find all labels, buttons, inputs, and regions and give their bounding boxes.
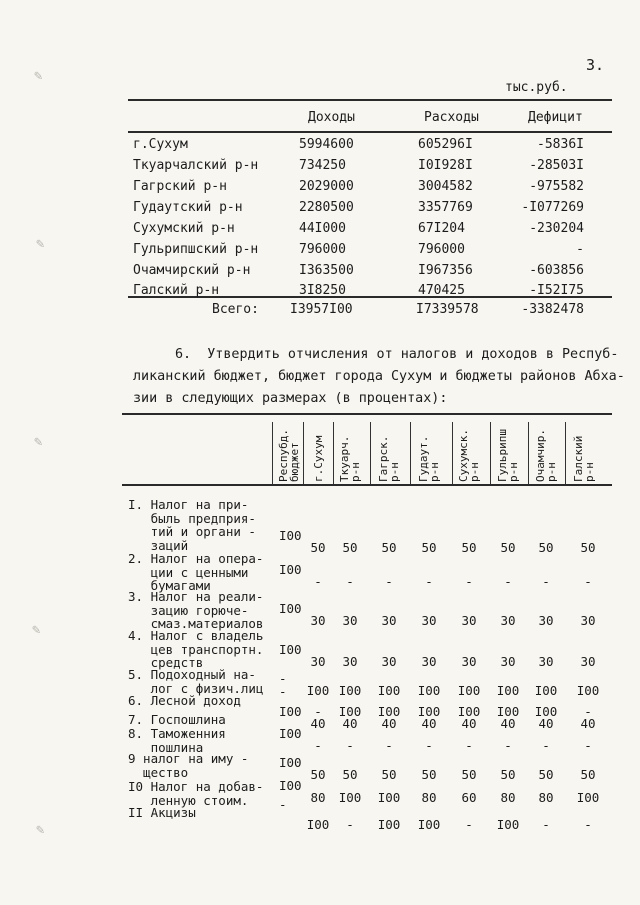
share-value: 30 xyxy=(500,654,516,669)
column-header: Очамчир. р-н xyxy=(534,429,558,482)
column-divider xyxy=(410,422,411,484)
income-value: 734250 xyxy=(299,158,346,173)
share-value: 50 xyxy=(580,767,596,782)
expense-value: I967356 xyxy=(418,263,473,278)
share-value: - xyxy=(504,738,512,753)
share-value: I00 xyxy=(457,704,481,719)
column-header: Гагрск. р-н xyxy=(377,435,401,482)
budget-row xyxy=(0,263,640,284)
tax-label: I. Налог на при- быль предприя- тий и органи - заций xyxy=(128,497,256,553)
units-label: тыс.руб. xyxy=(505,80,568,95)
share-value: - xyxy=(314,574,322,589)
share-value: I00 xyxy=(576,683,600,698)
income-value: 2029000 xyxy=(299,179,354,194)
share-value: I00 xyxy=(496,704,520,719)
column-header: Гульрипш р-н xyxy=(496,429,520,482)
share-value: 30 xyxy=(461,613,477,628)
income-value: 3I8250 xyxy=(299,283,346,298)
share-value: 30 xyxy=(342,654,358,669)
republic-share: - xyxy=(279,671,287,686)
share-value: I00 xyxy=(417,817,441,832)
district-name: Галский р-н xyxy=(133,283,220,298)
district-name: Очамчирский р-н xyxy=(133,263,251,278)
share-value: 30 xyxy=(381,613,397,628)
share-value: 40 xyxy=(421,716,437,731)
share-value: I00 xyxy=(306,817,330,832)
share-value: 50 xyxy=(381,767,397,782)
deficit-value: -5836I xyxy=(537,137,584,152)
republic-share: I00 xyxy=(279,755,302,770)
republic-share: - xyxy=(279,797,287,812)
republic-share: I00 xyxy=(279,726,302,741)
share-value: I00 xyxy=(377,683,401,698)
share-value: I00 xyxy=(457,683,481,698)
share-value: I00 xyxy=(338,790,362,805)
budget-row xyxy=(0,200,640,221)
share-value: 30 xyxy=(342,613,358,628)
share-value: 80 xyxy=(500,790,516,805)
tax-label: 9 налог на иму - щество xyxy=(128,751,249,780)
header-deficit: Дефицит xyxy=(528,110,583,125)
share-value: 50 xyxy=(538,767,554,782)
share-value: I00 xyxy=(534,704,558,719)
column-divider xyxy=(490,422,491,484)
share-value: 80 xyxy=(538,790,554,805)
scan-mark: ✎ xyxy=(34,68,43,84)
district-name: Гудаутский р-н xyxy=(133,200,243,215)
expense-value: 470425 xyxy=(418,283,465,298)
income-value: 5994600 xyxy=(299,137,354,152)
column-divider xyxy=(565,422,566,484)
share-value: - xyxy=(346,574,354,589)
share-value: - xyxy=(542,574,550,589)
share-value: - xyxy=(425,574,433,589)
share-value: - xyxy=(465,574,473,589)
header-income: Доходы xyxy=(308,110,355,125)
budget-row xyxy=(0,242,640,263)
share-value: - xyxy=(584,704,592,719)
share-value: - xyxy=(542,817,550,832)
budget-row xyxy=(0,221,640,242)
share-value: 40 xyxy=(342,716,358,731)
column-header: Ткуарч. р-н xyxy=(338,435,362,482)
column-header: Галский р-н xyxy=(572,435,596,482)
share-value: - xyxy=(346,817,354,832)
republic-share: I00 xyxy=(279,704,302,719)
table-header-rule xyxy=(128,131,612,133)
tax-table-header-rule xyxy=(122,484,612,486)
share-value: - xyxy=(346,738,354,753)
budget-row xyxy=(0,158,640,179)
column-divider xyxy=(303,422,304,484)
republic-share: - xyxy=(279,684,287,699)
deficit-value: - xyxy=(576,242,584,257)
share-value: I00 xyxy=(496,817,520,832)
share-value: 50 xyxy=(500,767,516,782)
share-value: - xyxy=(465,817,473,832)
column-divider xyxy=(333,422,334,484)
district-name: Сухумский р-н xyxy=(133,221,235,236)
share-value: I00 xyxy=(338,704,362,719)
republic-share: I00 xyxy=(279,601,302,616)
tax-label: I0 Налог на добав- ленную стоим. xyxy=(128,779,264,808)
share-value: I00 xyxy=(496,683,520,698)
district-name: Гульрипшский р-н xyxy=(133,242,259,257)
tax-table-top-rule xyxy=(122,413,612,415)
total-deficit: -3382478 xyxy=(521,302,584,317)
share-value: - xyxy=(584,574,592,589)
share-value: 30 xyxy=(461,654,477,669)
share-value: 40 xyxy=(310,716,326,731)
share-value: I00 xyxy=(338,683,362,698)
share-value: 80 xyxy=(421,790,437,805)
share-value: I00 xyxy=(534,683,558,698)
column-divider xyxy=(528,422,529,484)
share-value: I00 xyxy=(417,704,441,719)
share-value: - xyxy=(504,574,512,589)
share-value: 50 xyxy=(342,540,358,555)
tax-label: 8. Таможенния пошлина xyxy=(128,726,226,755)
income-value: I363500 xyxy=(299,263,354,278)
share-value: 40 xyxy=(500,716,516,731)
share-value: 50 xyxy=(580,540,596,555)
district-name: г.Сухум xyxy=(133,137,188,152)
budget-total-row xyxy=(0,302,640,323)
expense-value: I0I928I xyxy=(418,158,473,173)
tax-label: 7. Госпошлина xyxy=(128,712,226,727)
deficit-value: -I52I75 xyxy=(529,283,584,298)
paragraph-line-3: зии в следующих размерах (в процентах): xyxy=(133,391,448,406)
scan-mark: ✎ xyxy=(36,236,45,252)
share-value: 50 xyxy=(461,540,477,555)
share-value: 50 xyxy=(310,767,326,782)
share-value: 50 xyxy=(381,540,397,555)
share-value: - xyxy=(385,574,393,589)
republic-share: I00 xyxy=(279,528,302,543)
paragraph-line-1: 6. Утвердить отчисления от налогов и доходов в Респуб- xyxy=(175,347,619,362)
income-value: 796000 xyxy=(299,242,346,257)
share-value: 50 xyxy=(421,540,437,555)
income-value: 44I000 xyxy=(299,221,346,236)
share-value: 50 xyxy=(342,767,358,782)
deficit-value: -I077269 xyxy=(521,200,584,215)
share-value: I00 xyxy=(417,683,441,698)
budget-row xyxy=(0,283,640,304)
share-value: 80 xyxy=(310,790,326,805)
share-value: 50 xyxy=(538,540,554,555)
share-value: 40 xyxy=(538,716,554,731)
share-value: 30 xyxy=(580,654,596,669)
budget-row xyxy=(0,179,640,200)
share-value: 50 xyxy=(421,767,437,782)
expense-value: 605296I xyxy=(418,137,473,152)
table-top-rule xyxy=(128,99,612,101)
share-value: - xyxy=(584,738,592,753)
expense-value: 3357769 xyxy=(418,200,473,215)
share-value: I00 xyxy=(576,790,600,805)
share-value: - xyxy=(314,704,322,719)
share-value: 30 xyxy=(310,654,326,669)
share-value: I00 xyxy=(377,704,401,719)
share-value: 50 xyxy=(310,540,326,555)
scan-mark: ✎ xyxy=(34,434,43,450)
column-header: Сухумск. р-н xyxy=(457,429,481,482)
share-value: 30 xyxy=(538,654,554,669)
share-value: - xyxy=(542,738,550,753)
budget-row xyxy=(0,137,640,158)
share-value: - xyxy=(314,738,322,753)
tax-label: 5. Подоходный на- лог с физич.лиц xyxy=(128,667,264,696)
share-value: 50 xyxy=(500,540,516,555)
share-value: 50 xyxy=(461,767,477,782)
income-value: 2280500 xyxy=(299,200,354,215)
scan-mark: ✎ xyxy=(32,622,41,638)
share-value: 40 xyxy=(580,716,596,731)
page-number: 3. xyxy=(586,56,605,74)
district-name: Ткуарчалский р-н xyxy=(133,158,259,173)
share-value: 30 xyxy=(580,613,596,628)
column-divider xyxy=(272,422,273,484)
share-value: 30 xyxy=(500,613,516,628)
share-value: I00 xyxy=(306,683,330,698)
share-value: 60 xyxy=(461,790,477,805)
expense-value: 67I204 xyxy=(418,221,465,236)
tax-label: 2. Налог на опера- ции с ценными бумагами xyxy=(128,551,264,593)
republic-share: I00 xyxy=(279,642,302,657)
tax-label: 3. Налог на реали- зацию горюче- смаз.материалов xyxy=(128,589,264,631)
share-value: 40 xyxy=(381,716,397,731)
column-divider xyxy=(370,422,371,484)
share-value: - xyxy=(465,738,473,753)
deficit-value: -603856 xyxy=(529,263,584,278)
share-value: 30 xyxy=(421,613,437,628)
share-value: - xyxy=(425,738,433,753)
column-divider xyxy=(452,422,453,484)
expense-value: 796000 xyxy=(418,242,465,257)
share-value: - xyxy=(385,738,393,753)
deficit-value: -28503I xyxy=(529,158,584,173)
total-label: Всего: xyxy=(212,302,259,317)
share-value: 30 xyxy=(538,613,554,628)
total-income: I3957I00 xyxy=(290,302,353,317)
column-header: Респубд. бюджет xyxy=(277,429,301,482)
header-expense: Расходы xyxy=(424,110,479,125)
share-value: 40 xyxy=(461,716,477,731)
share-value: I00 xyxy=(377,817,401,832)
share-value: - xyxy=(584,817,592,832)
column-header: Гудаут. р-н xyxy=(417,435,441,482)
republic-share: I00 xyxy=(279,562,302,577)
tax-label: II Акцизы xyxy=(128,805,196,820)
total-expense: I7339578 xyxy=(416,302,479,317)
share-value: I00 xyxy=(377,790,401,805)
scan-mark: ✎ xyxy=(36,822,45,838)
share-value: 30 xyxy=(421,654,437,669)
tax-label: 6. Лесной доход xyxy=(128,693,241,708)
expense-value: 3004582 xyxy=(418,179,473,194)
deficit-value: -230204 xyxy=(529,221,584,236)
share-value: 30 xyxy=(310,613,326,628)
paragraph-line-2: ликанский бюджет, бюджет города Сухум и бюджеты районов Абха- xyxy=(133,369,625,384)
tax-label: 4. Налог с владель цев транспортн. средств xyxy=(128,628,264,670)
district-name: Гагрский р-н xyxy=(133,179,227,194)
column-header: г.Сухум xyxy=(311,435,325,482)
deficit-value: -975582 xyxy=(529,179,584,194)
share-value: 30 xyxy=(381,654,397,669)
republic-share: I00 xyxy=(279,778,302,793)
